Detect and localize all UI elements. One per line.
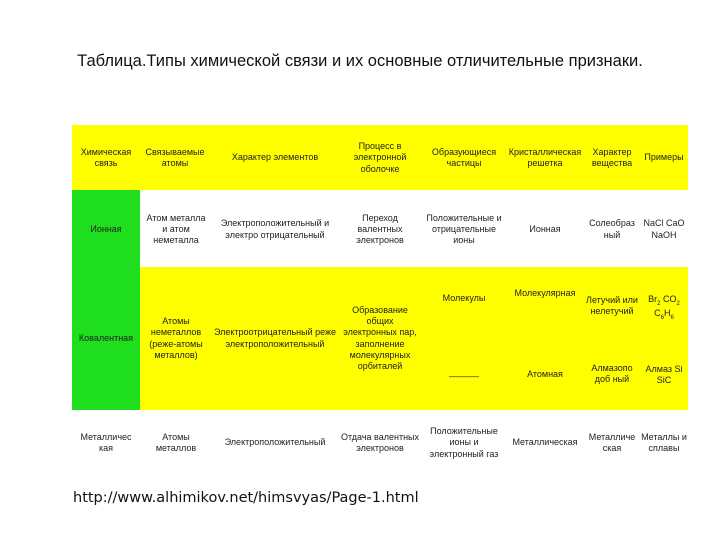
formula-sub: 2: [657, 300, 661, 307]
ionic-examples-line1: NaCl CaO: [643, 218, 685, 229]
header-element-character: Характер элементов: [231, 152, 319, 163]
covalent-character: Электроотрицательный реже электроположительный: [213, 327, 337, 349]
ionic-particles: Положительные и отрицательные ионы: [426, 212, 502, 246]
covalent-process: Образование общих электронных пар, заполнение молекулярных орбиталей: [343, 304, 417, 371]
formula-br: Br: [648, 293, 658, 304]
header-chemical-bond: Химическая связь: [80, 146, 132, 168]
covalent-examples-atomic: Алмаз Si SiC: [645, 363, 683, 385]
covalent-atoms: Атомы неметаллов (реже-атомы металлов): [149, 316, 203, 360]
ionic-examples-line2: NaOH: [651, 229, 677, 240]
formula-c: C: [654, 308, 661, 318]
covalent-bond-type: Ковалентная: [78, 332, 134, 343]
formula-sub: 6: [660, 314, 664, 321]
formula-sub: 6: [670, 314, 674, 321]
covalent-examples-molecular: [640, 290, 688, 326]
ionic-lattice: Ионная: [529, 223, 561, 234]
covalent-particles-atomic: ______: [448, 367, 480, 378]
page-title: Таблица.Типы химической связи и их основные отличительные признаки.: [77, 52, 643, 70]
ionic-substance: Солеобраз ный: [589, 218, 635, 240]
metallic-atoms: Атомы металлов: [155, 431, 197, 453]
header-substance-character: Характер вещества: [591, 146, 633, 168]
formula-co: CO: [660, 293, 677, 304]
ionic-process: Переход валентных электронов: [356, 212, 404, 246]
formula-sub: 2: [676, 300, 680, 307]
metallic-particles: Положительные ионы и электронный газ: [429, 426, 499, 459]
covalent-substance-atomic: Алмазопо доб ный: [591, 362, 633, 384]
ionic-character: Электроположительный и электро отрицательный: [220, 218, 330, 240]
ionic-bond-type: Ионная: [90, 223, 122, 234]
metallic-character: Электроположительный: [224, 437, 326, 448]
header-crystal-lattice: Кристаллическая решетка: [508, 146, 582, 168]
metallic-process: Отдача валентных электронов: [340, 431, 420, 453]
header-bonded-atoms: Связываемые атомы: [145, 146, 205, 168]
metallic-lattice: Металлическая: [512, 437, 578, 448]
covalent-lattice-molecular: Молекулярная: [514, 288, 576, 299]
header-examples: Примеры: [644, 152, 684, 163]
ionic-atoms: Атом металла и атом неметалла: [146, 212, 206, 246]
covalent-lattice-atomic: Атомная: [527, 369, 563, 380]
ionic-examples: [640, 192, 688, 267]
header-electron-shell-process: Процесс в электронной оболочке: [353, 141, 407, 174]
covalent-particles-molecular: Молекулы: [442, 293, 486, 304]
metallic-substance: Металличе ская: [588, 431, 636, 453]
metallic-bond-type: Металличес кая: [80, 431, 132, 453]
header-particles: Образующиеся частицы: [431, 146, 497, 168]
formula-h: H: [664, 308, 671, 318]
metallic-examples: Металлы и сплавы: [641, 431, 687, 453]
covalent-substance-molecular: Летучий или нелетучий: [586, 294, 638, 316]
source-url: http://www.alhimikov.net/himsvyas/Page-1.html: [73, 490, 419, 506]
covalent-examples-molecular-line2: [654, 308, 674, 322]
covalent-examples-molecular-line1: [648, 294, 680, 308]
